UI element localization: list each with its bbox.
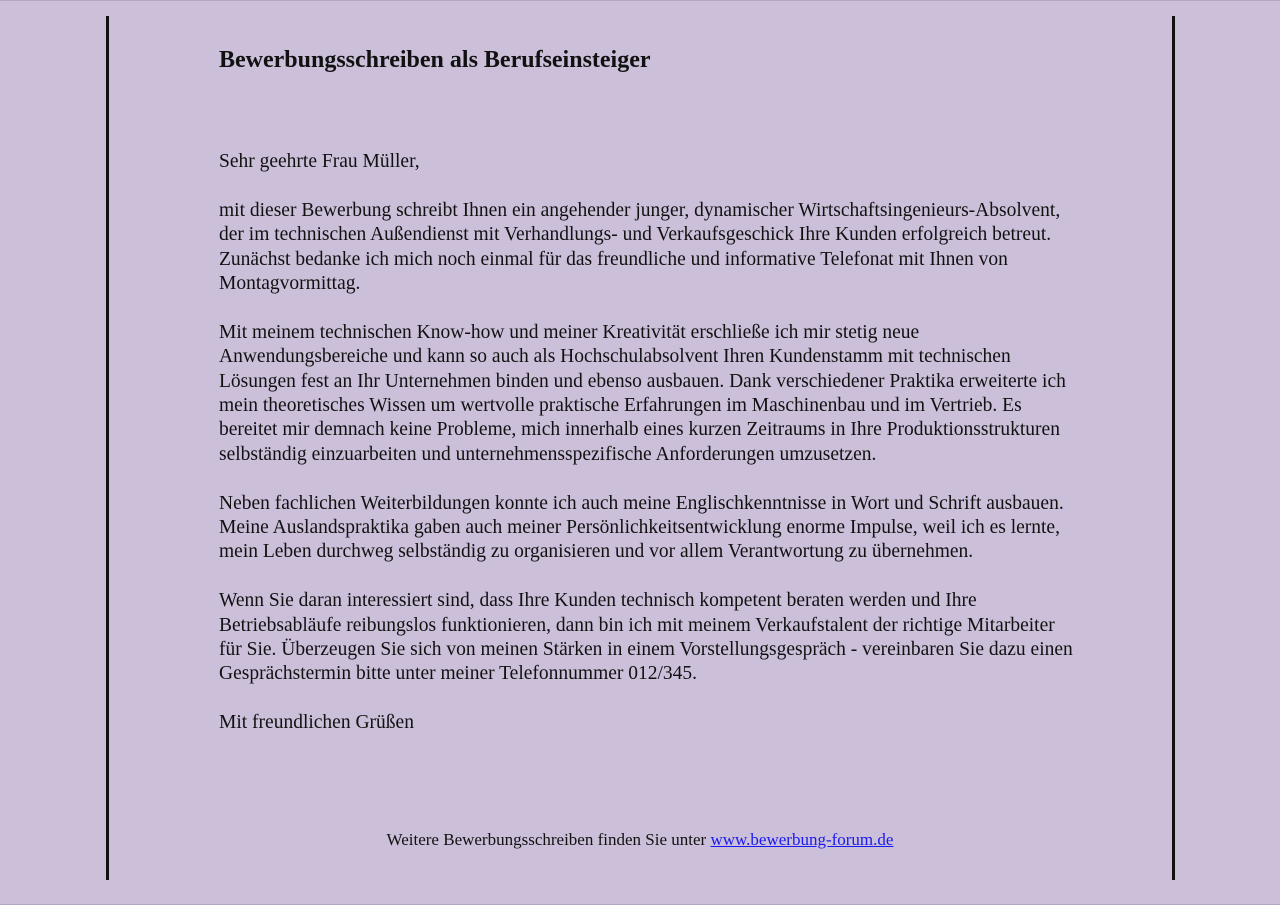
letter-body (219, 44, 1079, 736)
paragraph-conclusion: Wenn Sie daran interessiert sind, dass Ihre Kunden technisch kompetent beraten werden und Ihre Betriebsabläufe reibungslos funktionieren, dann bin ich mit meinem Verkaufstalent der richtige Mitarbeiter für Sie. Überzeugen Sie sich von meinen Stärken in einem Vorstellungsgespräch - vereinbaren Sie dazu einen Gesprächstermin bitte unter meiner Telefonnummer 012/345. (219, 590, 1073, 685)
paragraph-languages: Neben fachlichen Weiterbildungen konnte ich auch meine Englischkenntnisse in Wort und Schrift ausbauen. Meine Auslandspraktika gaben auch meiner Persönlichkeitsentwicklung enorme Impulse, weil ich es lernte, mein Leben durchweg selbständig zu organisieren und vor allem Verantwortung zu übernehmen. (219, 492, 1064, 563)
closing: Mit freundlichen Grüßen (219, 712, 414, 734)
footer-text: Weitere Bewerbungsschreiben finden Sie unter (386, 830, 707, 849)
right-frame-line (1172, 16, 1175, 880)
paragraph-intro: mit dieser Bewerbung schreibt Ihnen ein angehender junger, dynamischer Wirtschaftsingenieurs-Absolvent, der im technischen Außendienst mit Verhandlungs- und Verkaufsgeschick Ihre Kunden erfolgreich betreut. Zunächst bedanke ich mich noch einmal für das freundliche und informative Telefonat mit Ihnen von Montagvormittag. (219, 199, 1061, 295)
footer (0, 829, 1280, 851)
salutation: Sehr geehrte Frau Müller, (219, 151, 420, 172)
page-top-border (0, 0, 1280, 1)
page-title: Bewerbungsschreiben als Berufseinsteiger (219, 47, 651, 73)
footer-link[interactable]: www.bewerbung-forum.de (710, 830, 894, 849)
left-frame-line (106, 16, 109, 880)
paragraph-skills: Mit meinem technischen Know-how und meiner Kreativität erschließe ich mir stetig neue Anwendungsbereiche und kann so auch als Hochschulabsolvent Ihren Kundenstamm mit technischen Lösungen fest an Ihr Unternehmen binden und ebenso ausbauen. Dank verschiedener Praktika erweiterte ich mein theoretisches Wissen um wertvolle praktische Erfahrungen im Maschinenbau und im Vertrieb. Es bereitet mir demnach keine Probleme, mich innerhalb eines kurzen Zeitraums in Ihre Produktionsstrukturen selbständig einzuarbeiten und unternehmensspezifische Anforderungen umzusetzen. (219, 321, 1066, 465)
